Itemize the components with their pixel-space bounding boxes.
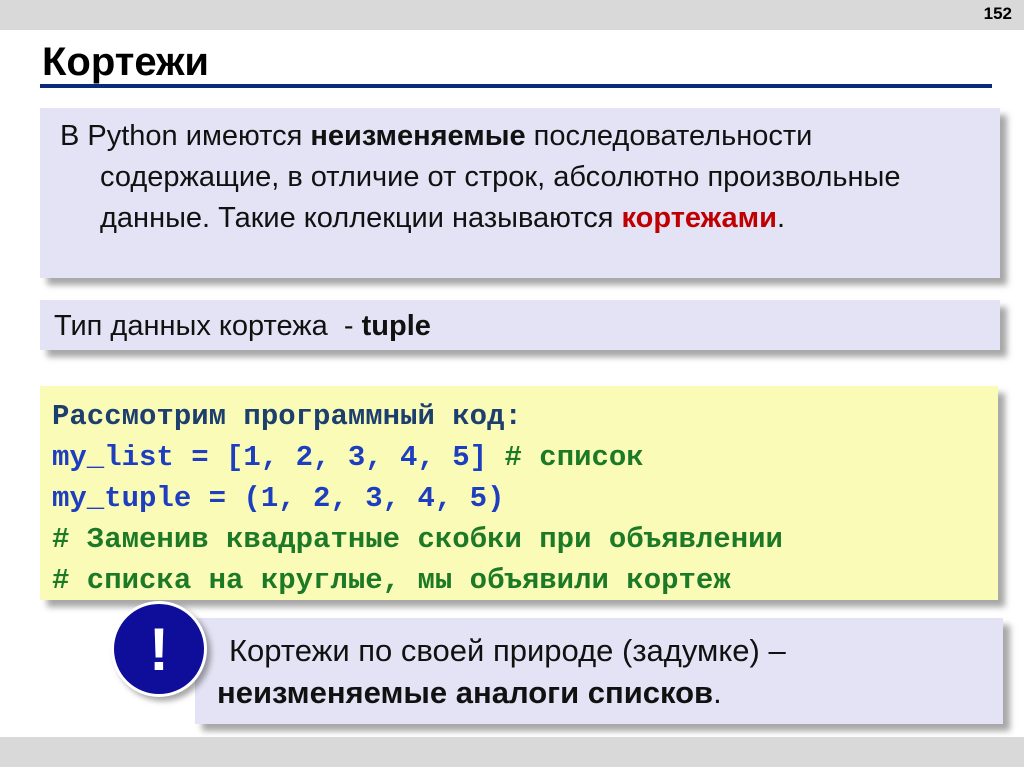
code-list-comment: # список [487,441,644,474]
note-box [195,618,1003,724]
immutable-term: неизменяемые [310,120,526,152]
note-bold-text: неизменяемые аналоги списков [217,675,714,710]
note-line-2 [217,672,981,714]
code-list-statement: my_list = [1, 2, 3, 4, 5] [52,441,488,474]
page-number: 152 [983,4,1012,23]
code-list-line [52,437,986,478]
intro-text-start: В Python имеются [60,120,311,152]
title-underline [40,84,992,88]
bottom-bar [0,737,1024,767]
type-name: tuple [361,310,431,342]
top-bar [0,0,1024,30]
note-end: . [713,675,722,710]
intro-box [40,108,1000,278]
tuples-term: кортежами [621,202,777,234]
type-text [54,308,986,344]
intro-text-end: . [776,202,786,234]
slide-title: Кортежи [42,40,210,84]
type-prefix: Тип данных кортежа - [54,310,362,342]
type-box [40,300,1000,350]
code-heading: Рассмотрим программный код: [52,400,522,433]
code-box [40,386,998,600]
code-comment-2: # списка на круглые, мы объявили кортеж [52,564,731,597]
code-tuple-line: my_tuple = (1, 2, 3, 4, 5) [52,482,505,515]
exclamation-icon: ! [111,601,207,697]
note-line-1: Кортежи по своей природе (задумке) – [229,633,786,668]
code-comment-1: # Заменив квадратные скобки при объявлении [52,523,783,556]
intro-text-middle: последовательности содержащие, в отличие от строк, абсолютно произвольные данные. Такие коллекции называются [100,120,901,234]
intro-text [54,116,986,239]
